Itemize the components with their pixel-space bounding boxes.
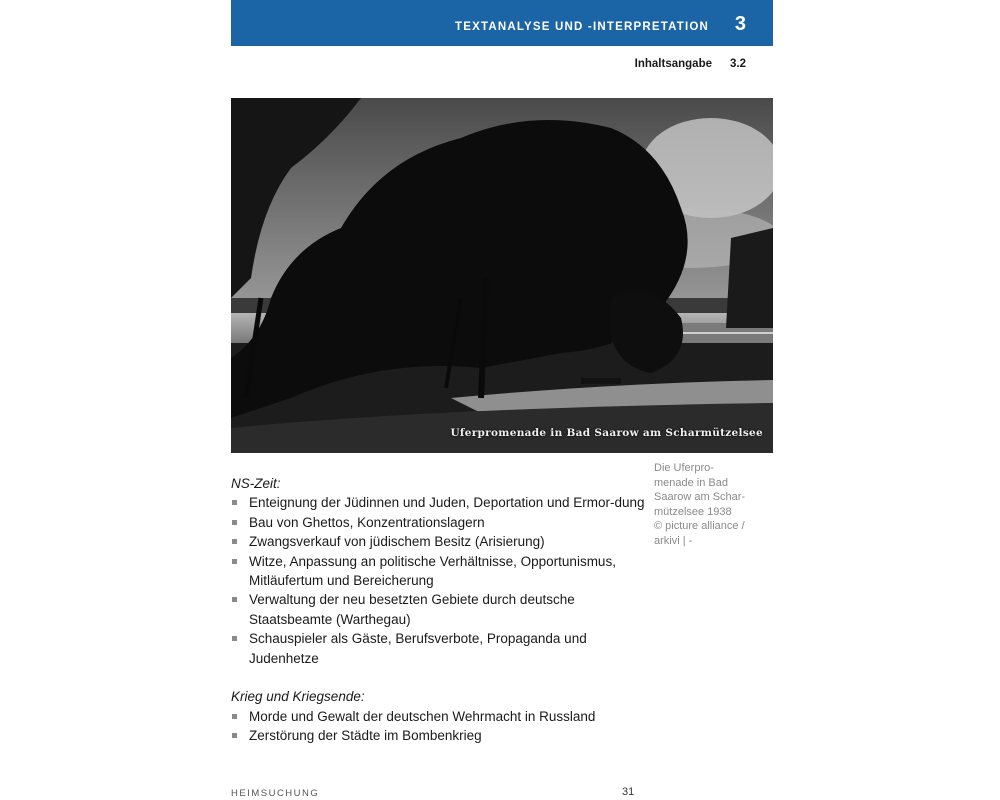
caption-line: mützelsee 1938	[654, 505, 732, 518]
page-number: 31	[622, 786, 635, 798]
caption-line: Saarow am Schar-	[654, 491, 746, 503]
list-item: Witze, Anpassung an politische Verhältnisse, Opportunismus, Mitläufertum und Bereicherung	[231, 552, 651, 591]
chapter-header-bar	[231, 0, 773, 46]
list-item: Schauspieler als Gäste, Berufsverbote, Propaganda und Judenhetze	[231, 629, 651, 668]
section-title-ns-zeit: NS-Zeit:	[231, 476, 281, 491]
historical-photo	[231, 98, 773, 453]
caption-line: arkivi | -	[654, 534, 693, 547]
section-title-krieg: Krieg und Kriegsende:	[231, 689, 365, 705]
ns-zeit-list	[231, 493, 651, 668]
chapter-title: TEXTANALYSE UND -INTERPRETATION	[454, 21, 709, 33]
caption-line: Die Uferpro-	[654, 462, 714, 474]
section-label: Inhaltsangabe	[634, 58, 712, 70]
photo-caption	[654, 461, 764, 548]
list-item: Bau von Ghettos, Konzentrationslagern	[231, 513, 651, 532]
caption-line: menade in Bad	[654, 476, 728, 489]
list-item: Morde und Gewalt der deutschen Wehrmacht in Russland	[231, 707, 651, 726]
list-item: Verwaltung der neu besetzten Gebiete durch deutsche Staatsbeamte (Warthegau)	[231, 590, 651, 629]
list-item: Zerstörung der Städte im Bombenkrieg	[231, 726, 651, 745]
section-header	[635, 58, 746, 70]
chapter-number: 3	[734, 13, 746, 35]
section-number: 3.2	[730, 58, 746, 70]
list-item: Zwangsverkauf von jüdischem Besitz (Arisierung)	[231, 532, 651, 551]
caption-line: © picture alliance /	[654, 520, 745, 532]
list-item: Enteignung der Jüdinnen und Juden, Deportation und Ermor-dung	[231, 493, 651, 512]
book-title-footer: HEIMSUCHUNG	[231, 788, 320, 799]
main-text	[231, 474, 651, 746]
lake-promenade-image	[231, 98, 773, 453]
krieg-list	[231, 707, 651, 746]
photo-inscription: Uferpromenade in Bad Saarow am Scharmützelsee	[450, 427, 763, 439]
